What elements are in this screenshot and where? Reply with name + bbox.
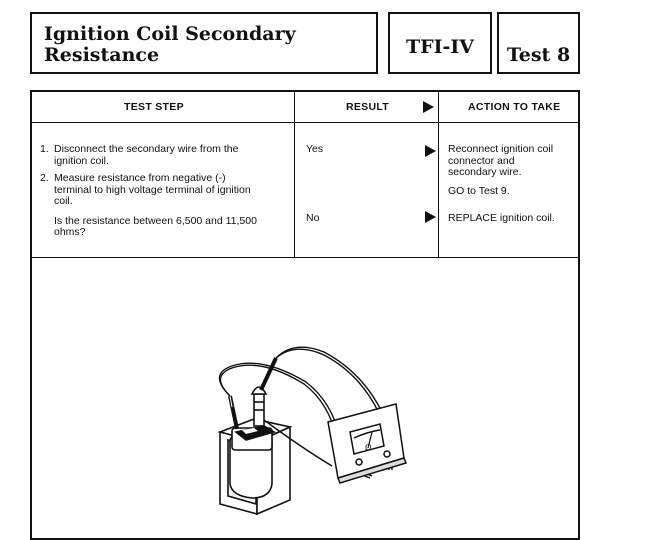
no-arrow-icon	[425, 211, 436, 223]
test-table	[30, 90, 580, 540]
test-number-label: Test 8	[506, 44, 571, 66]
ohmmeter-icon	[328, 404, 406, 483]
svg-text:Ω: Ω	[365, 443, 372, 452]
step-question	[40, 216, 290, 239]
system-box	[388, 12, 492, 74]
step-text: Disconnect the secondary wire from the	[54, 143, 239, 155]
step-1	[40, 144, 290, 167]
row-divider	[32, 257, 578, 258]
action-text: secondary wire.	[448, 166, 522, 178]
result-arrow-icon	[423, 101, 434, 113]
system-label: TFI-IV	[405, 36, 475, 58]
action-yes	[448, 144, 578, 197]
step-text: terminal to high voltage terminal of ignition	[54, 183, 251, 196]
page-title	[44, 24, 296, 66]
column-divider-1	[294, 92, 295, 258]
column-divider-2	[438, 92, 439, 258]
coil-ohmmeter-illustration	[32, 262, 578, 540]
action-no: REPLACE ignition coil.	[448, 212, 555, 224]
question-text: Is the resistance between 6,500 and 11,500	[54, 214, 257, 227]
test-step-cell	[40, 144, 290, 239]
header-result: RESULT	[346, 101, 390, 113]
title-box	[30, 12, 378, 74]
result-no: No	[306, 212, 320, 224]
action-text: connector and	[448, 154, 515, 167]
step-number: 1.	[40, 143, 49, 155]
action-text: Reconnect ignition coil	[448, 143, 554, 155]
step-text: coil.	[54, 195, 73, 207]
title-line-2: Resistance	[44, 44, 160, 66]
step-text: Measure resistance from negative (-)	[54, 172, 226, 184]
title-line-1: Ignition Coil Secondary	[44, 23, 296, 45]
test-number-box	[497, 12, 580, 74]
header-divider	[32, 122, 578, 123]
question-text: ohms?	[54, 226, 86, 238]
step-2	[40, 173, 290, 208]
goto-text: GO to Test 9.	[448, 184, 510, 197]
header-action: ACTION TO TAKE	[468, 101, 561, 113]
header-test-step: TEST STEP	[124, 101, 184, 113]
result-yes: Yes	[306, 143, 324, 155]
yes-arrow-icon	[425, 145, 436, 157]
step-text: ignition coil.	[54, 154, 109, 167]
step-number: 2.	[40, 172, 49, 184]
